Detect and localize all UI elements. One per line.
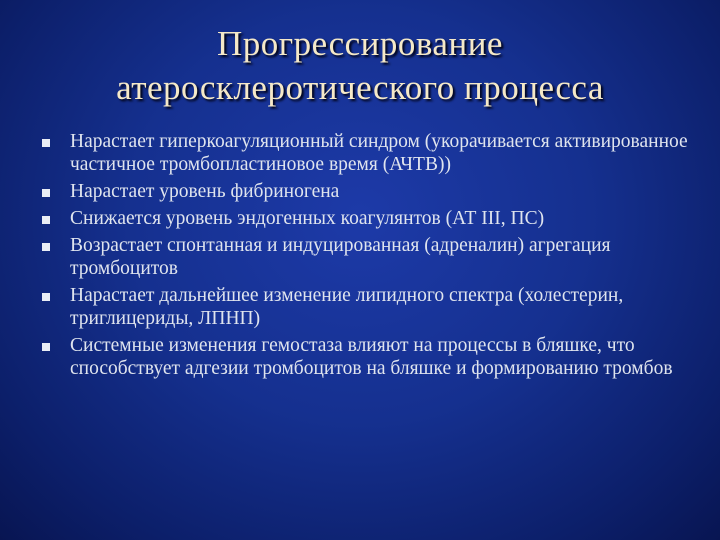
- bullet-item: [40, 180, 700, 203]
- square-bullet-icon: [42, 189, 50, 197]
- bullet-text: Возрастает спонтанная и индуцированная (адреналин) агрегация тромбоцитов: [70, 235, 611, 279]
- square-bullet-icon: [42, 139, 50, 147]
- bullet-item: [40, 207, 700, 230]
- bullet-text: Нарастает дальнейшее изменение липидного спектра (холестерин, триглицериды, ЛПНП): [70, 285, 624, 329]
- square-bullet-icon: [42, 343, 50, 351]
- square-bullet-icon: [42, 216, 50, 224]
- square-bullet-icon: [42, 243, 50, 251]
- bullet-list: [40, 130, 700, 384]
- slide-title-line-2: атеросклеротического процесса: [116, 68, 604, 107]
- bullet-text: Системные изменения гемостаза влияют на процессы в бляшке, что способствует адгезии тромбоцитов на бляшке и формированию тромбов: [70, 335, 673, 379]
- bullet-text: Нарастает гиперкоагуляционный синдром (укорачивается активированное частичное тромбопластиновое время (АЧТВ)): [70, 131, 688, 175]
- square-bullet-icon: [42, 293, 50, 301]
- slide-title-line-1: Прогрессирование: [217, 24, 503, 63]
- bullet-text: Снижается уровень эндогенных коагулянтов (АТ III, ПС): [70, 208, 545, 229]
- slide-title: [40, 22, 680, 110]
- bullet-item: [40, 284, 700, 330]
- bullet-item: [40, 334, 700, 380]
- bullet-item: [40, 130, 700, 176]
- bullet-text: Нарастает уровень фибриногена: [70, 181, 340, 202]
- bullet-item: [40, 234, 700, 280]
